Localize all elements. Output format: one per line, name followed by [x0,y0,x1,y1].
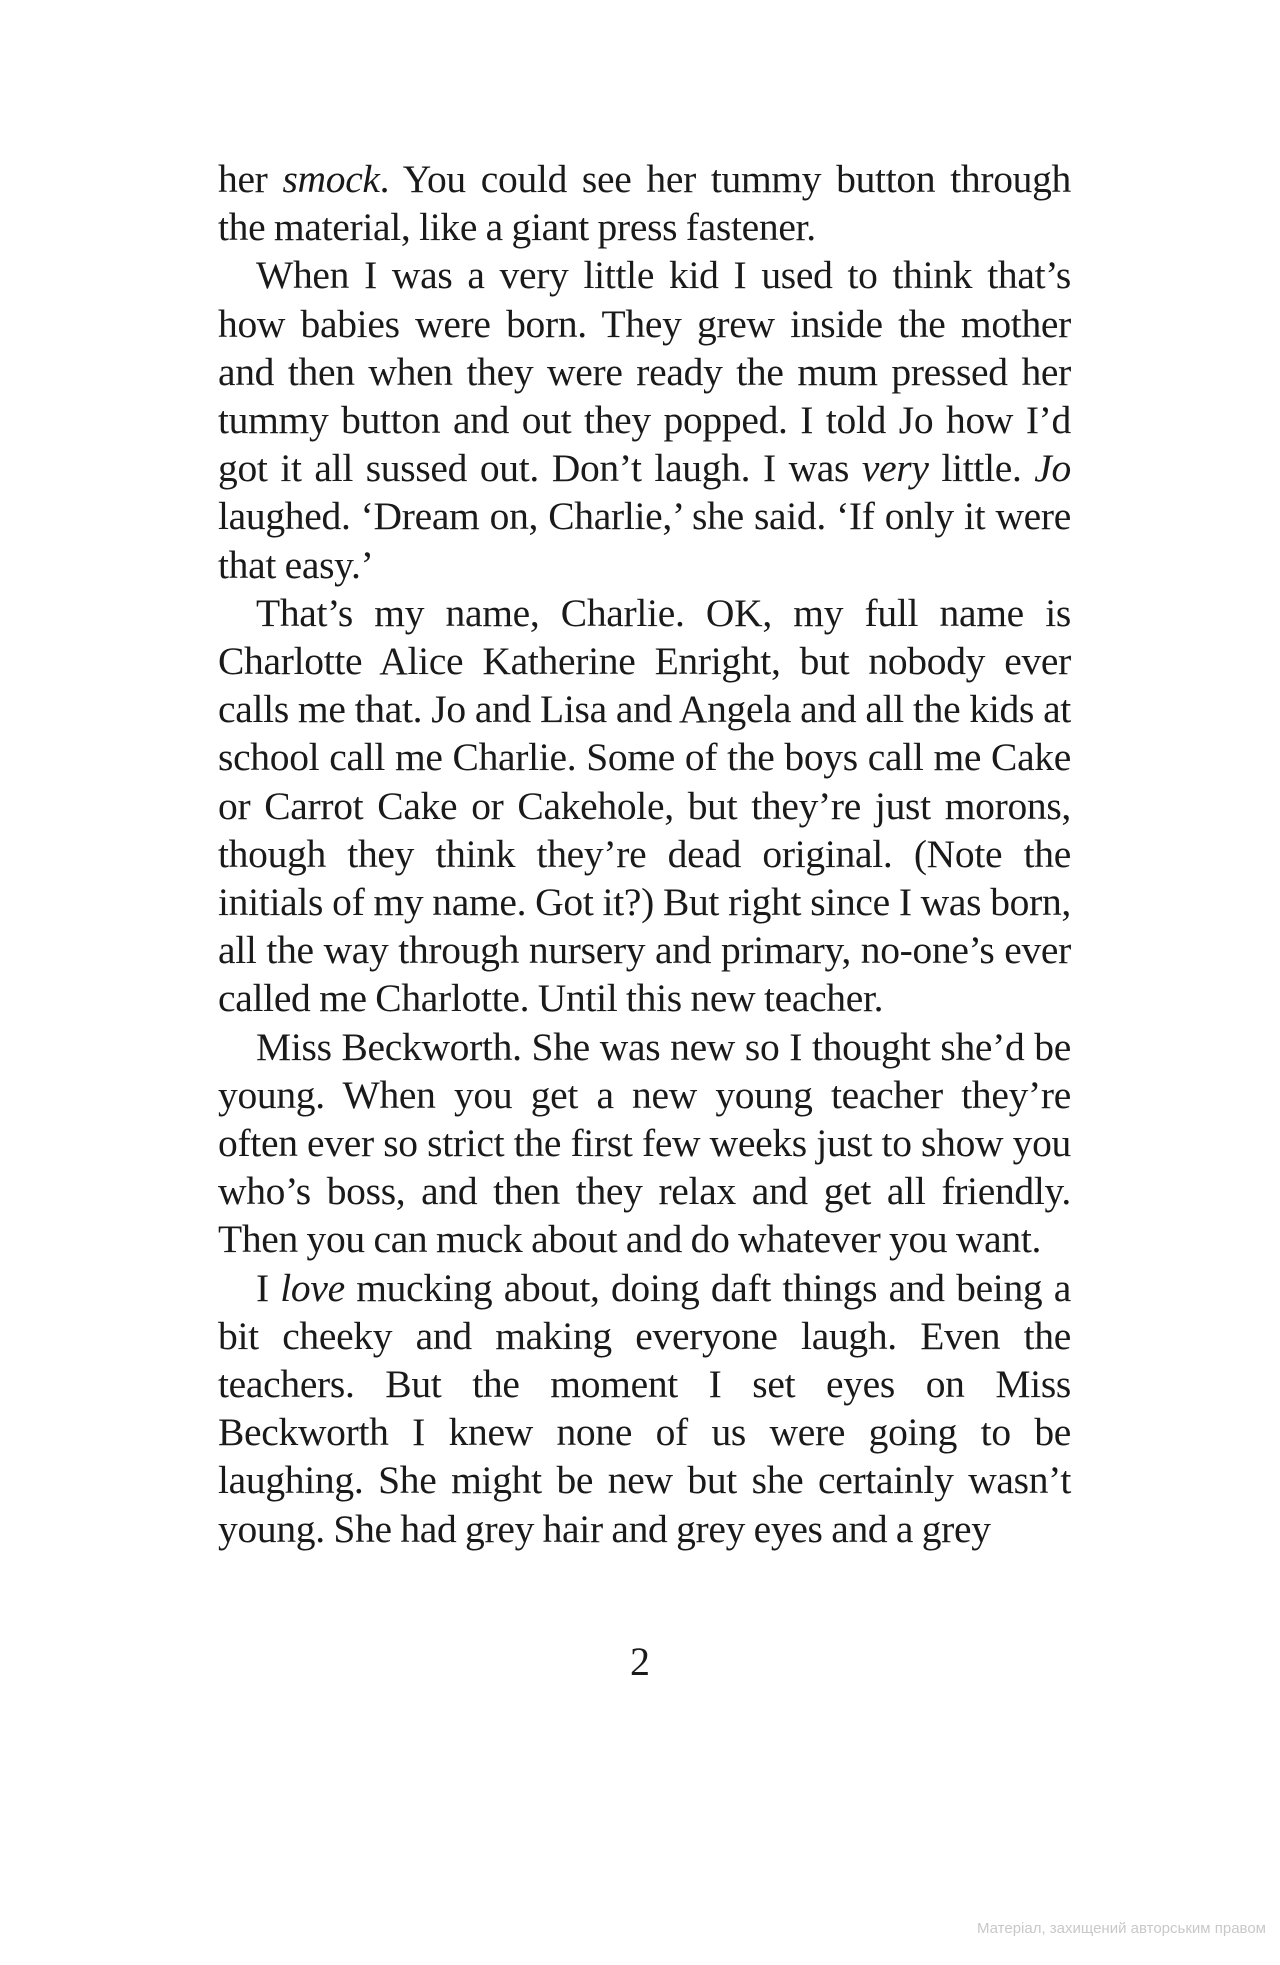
text-run: mucking about, doing daft things and being a bit cheeky and making everyone laugh. Even the teachers. But the moment I set eyes on Miss Beckworth I knew none of us were going to be laughing. She might be new but she certainly wasn’t young. She had grey hair and grey eyes and a grey [218,1265,1071,1551]
paragraph [218,1264,1071,1553]
paragraph [218,589,1071,1023]
text-run: her [218,157,283,201]
page-number: 2 [630,1639,650,1684]
text-run: I [256,1265,281,1310]
italic-text: Jo [1034,446,1071,491]
text-run: laughed. ‘Dream on, Charlie,’ she said. ‘If only it were that easy.’ [218,494,1071,587]
italic-text: love [280,1265,345,1310]
paragraph [218,1023,1071,1264]
text-run: That’s my name, Charlie. OK, my full name is Charlotte Alice Katherine Enright, but nobody ever calls me that. Jo and Lisa and Angela and all the kids at school call me Charlie. Some of the boys call me Cake or Carrot Cake or Cakehole, but they’re just morons, though they think they’re dead original. (Note the initials of my name. Got it?) But right since I was born, all the way through nursery and primary, no-one’s ever called me Charlotte. Until this new teacher. [218,590,1071,1021]
text-run: . You could see her tummy button through the material, like a giant press fastener. [218,157,1071,250]
text-run: Miss Beckworth. She was new so I thought she’d be young. When you get a new young teacher they’re often ever so strict the first few weeks just to show you who’s boss, and then they relax and get all friendly. Then you can muck about and do whatever you want. [218,1024,1071,1262]
italic-text: very [861,446,929,491]
copyright-watermark: Матеріал, захищений авторським правом [976,1920,1266,1937]
page-body [218,155,1071,1553]
text-run: little. [928,446,1035,491]
text-run: When I was a very little kid I used to think that’s how babies were born. They grew inside the mother and then when they were ready the mum pressed her tummy button and out they popped. I told Jo how I’d got it all sussed out. Don’t laugh. I was [218,253,1071,491]
italic-text: smock [282,157,380,201]
paragraph [218,155,1071,251]
paragraph [218,251,1071,588]
